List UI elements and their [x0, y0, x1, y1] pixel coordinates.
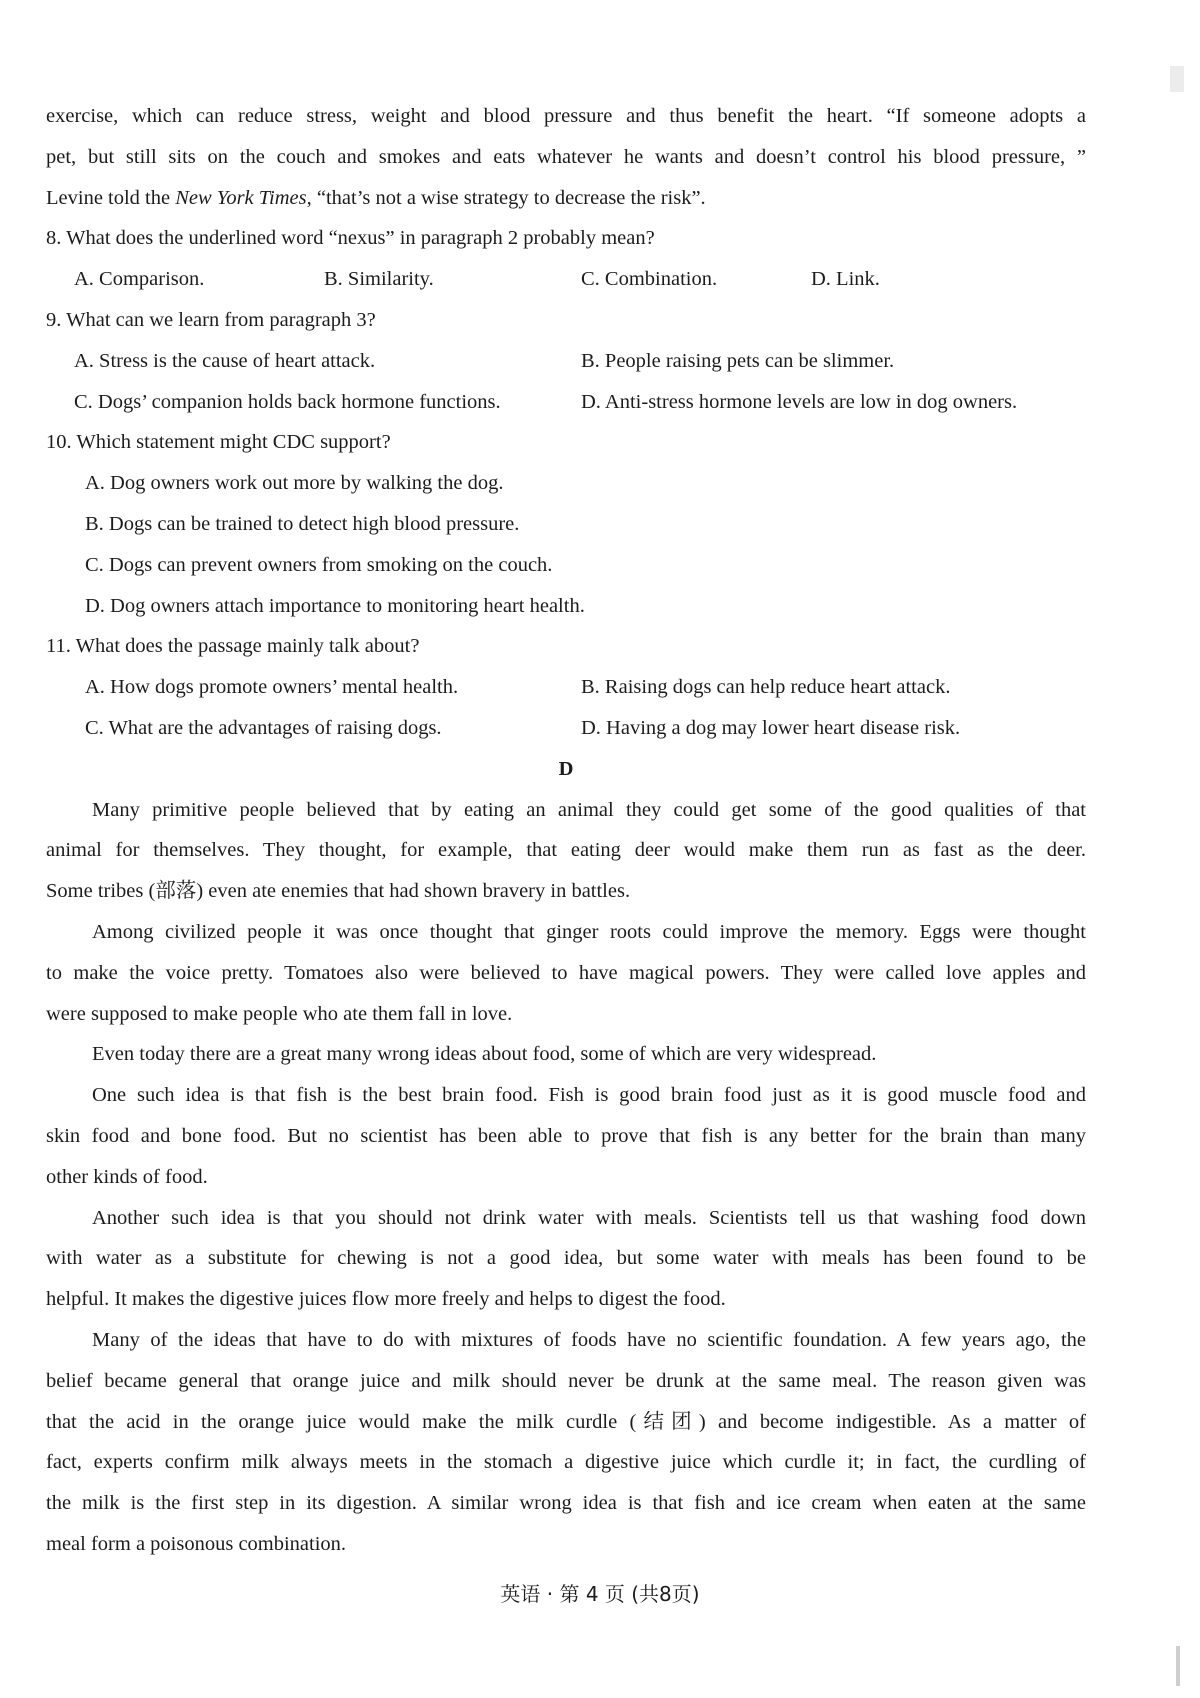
paragraph-line: the milk is the first step in its digestion. A similar wrong idea is that fish and ice cream when eaten at the same: [46, 1492, 1086, 1515]
paragraph: [46, 1034, 1086, 1075]
option-row: [46, 341, 1086, 382]
option-a[interactable]: A. Dog owners work out more by walking the dog.: [85, 472, 504, 495]
paragraph-line: that the acid in the orange juice would make the milk curdle (结团) and become indigestible. As a matter of: [46, 1410, 1086, 1433]
paragraph-line: One such idea is that fish is the best brain food. Fish is good brain food just as it is good muscle food and: [92, 1084, 1086, 1107]
paragraph-line: were supposed to make people who ate them fall in love.: [46, 1002, 513, 1025]
option-a[interactable]: A. Comparison.: [74, 268, 205, 291]
page-content: [46, 96, 1086, 1565]
paragraph-line: Another such idea is that you should not drink water with meals. Scientists tell us that washing food down: [92, 1206, 1086, 1229]
option-row: [46, 708, 1086, 749]
option-a[interactable]: A. How dogs promote owners’ mental health.: [85, 676, 459, 699]
section-heading: D: [558, 757, 574, 780]
paragraph: [46, 912, 1086, 1034]
paragraph-line: belief became general that orange juice and milk should never be drunk at the same meal. The reason given was: [46, 1369, 1086, 1392]
question-stem: 10. Which statement might CDC support?: [46, 431, 391, 454]
option-b[interactable]: B. Similarity.: [324, 268, 434, 291]
option-b[interactable]: B. Dogs can be trained to detect high blood pressure.: [85, 512, 520, 535]
option-d[interactable]: D. Dog owners attach importance to monitoring heart health.: [85, 594, 585, 617]
passage-line: exercise, which can reduce stress, weight and blood pressure and thus benefit the heart. “If someone adopts a: [46, 105, 1086, 127]
question-stem: 11. What does the passage mainly talk about?: [46, 635, 420, 658]
paragraph-line: with water as a substitute for chewing is not a good idea, but some water with meals has been found to be: [46, 1247, 1086, 1270]
option-row: [46, 667, 1086, 708]
option-row: [46, 382, 1086, 423]
paragraph-line: Some tribes (部落) even ate enemies that had shown bravery in battles.: [46, 880, 631, 903]
option-d[interactable]: D. Anti-stress hormone levels are low in dog owners.: [581, 390, 1018, 413]
option-b[interactable]: B. People raising pets can be slimmer.: [581, 349, 895, 372]
paragraph-line: to make the voice pretty. Tomatoes also were believed to have magical powers. They were called love apples and: [46, 961, 1086, 984]
passage-text: Levine told the: [46, 186, 176, 209]
option-c[interactable]: C. Combination.: [581, 268, 718, 291]
option-a[interactable]: A. Stress is the cause of heart attack.: [74, 349, 376, 372]
paragraph-line: fact, experts confirm milk always meets in the stomach a digestive juice which curdle it; in fact, the curdling of: [46, 1451, 1086, 1474]
paragraph-line: Many primitive people believed that by eating an animal they could get some of the good qualities of that: [92, 798, 1086, 821]
paragraph-line: helpful. It makes the digestive juices flow more freely and helps to digest the food.: [46, 1288, 726, 1311]
passage-text: , “that’s not a wise strategy to decrease the risk”.: [306, 186, 706, 209]
newspaper-title: New York Times: [175, 186, 307, 209]
question-stem: 9. What can we learn from paragraph 3?: [46, 308, 376, 331]
passage-line: pet, but still sits on the couch and smokes and eats whatever he wants and doesn’t control his blood pressure, ”: [46, 145, 1086, 168]
paragraph-line: skin food and bone food. But no scientist has been able to prove that fish is any better for the brain than many: [46, 1124, 1086, 1147]
paragraph-line: Many of the ideas that have to do with mixtures of foods have no scientific foundation. A few years ago, the: [92, 1328, 1086, 1351]
option-row: [46, 259, 1086, 300]
paragraph-line: meal form a poisonous combination.: [46, 1532, 347, 1555]
paragraph: [46, 1320, 1086, 1565]
option-b[interactable]: B. Raising dogs can help reduce heart attack.: [581, 676, 951, 699]
option-c[interactable]: C. What are the advantages of raising dogs.: [85, 716, 442, 739]
paragraph: [46, 1198, 1086, 1320]
paragraph-line: Among civilized people it was once thought that ginger roots could improve the memory. Eggs were thought: [92, 920, 1086, 943]
scan-mark: [1170, 66, 1184, 92]
paragraph-line: other kinds of food.: [46, 1165, 208, 1188]
passage-line: [46, 178, 1086, 219]
page-footer: 英语 · 第 4 页 (共8页): [500, 1582, 700, 1606]
question-stem: 8. What does the underlined word “nexus” in paragraph 2 probably mean?: [46, 227, 655, 250]
paragraph: [46, 1075, 1086, 1197]
scan-mark: [1176, 1646, 1180, 1686]
option-c[interactable]: C. Dogs can prevent owners from smoking on the couch.: [85, 553, 553, 576]
option-d[interactable]: D. Having a dog may lower heart disease risk.: [581, 716, 961, 739]
option-c[interactable]: C. Dogs’ companion holds back hormone functions.: [74, 390, 501, 413]
paragraph-line: animal for themselves. They thought, for example, that eating deer would make them run as fast as the deer.: [46, 839, 1086, 862]
option-d[interactable]: D. Link.: [811, 268, 880, 291]
paragraph: [46, 790, 1086, 912]
paragraph-line: Even today there are a great many wrong ideas about food, some of which are very widespread.: [92, 1043, 877, 1066]
